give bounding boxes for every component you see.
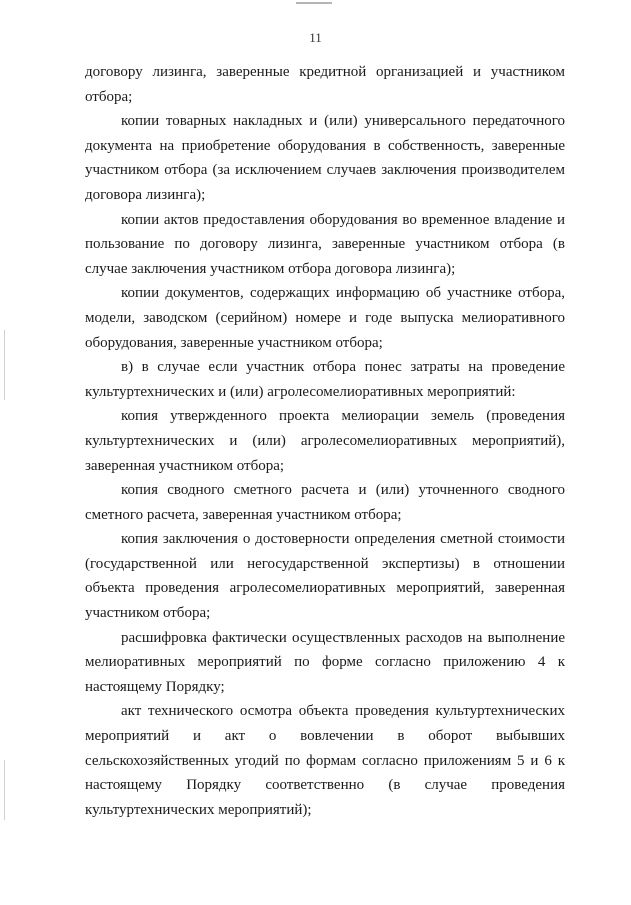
page-number: 11 <box>309 30 322 45</box>
paragraph: расшифровка фактически осуществленных расходов на выполнение мелиоративных мероприятий по форме согласно приложению 4 к настоящему Порядку; <box>85 629 565 695</box>
paragraph: копия сводного сметного расчета и (или) уточненного сводного сметного расчета, заверенная участником отбора; <box>85 482 565 523</box>
paragraph: договору лизинга, заверенные кредитной организацией и участником отбора; <box>85 64 565 105</box>
scan-mark <box>296 2 332 4</box>
document-body <box>85 60 565 822</box>
paragraph: копия заключения о достоверности определения сметной стоимости (государственной или негосударственной экспертизы) в отношении объекта проведения агролесомелиоративных мероприятий, заверенная участником отбора; <box>85 531 565 622</box>
paragraph: копии актов предоставления оборудования во временное владение и пользование по договору лизинга, заверенные участником отбора (в случае заключения участником отбора договора лизинга); <box>85 211 565 277</box>
scan-edge-mark <box>4 760 5 820</box>
paragraph: в) в случае если участник отбора понес затраты на проведение культуртехнических и (или) агролесомелиоративных мероприятий: <box>85 359 565 400</box>
paragraph: копии документов, содержащих информацию об участнике отбора, модели, заводском (серийном) номере и годе выпуска мелиоративного оборудования, заверенные участником отбора; <box>85 285 565 351</box>
scan-edge-mark <box>4 330 5 400</box>
paragraph: акт технического осмотра объекта проведения культуртехнических мероприятий и акт о вовлечении в оборот выбывших сельскохозяйственных угодий по формам согласно приложениям 5 и 6 к настоящему Порядку соответственно (в случае проведения культуртехнических мероприятий); <box>85 703 565 818</box>
paragraph: копии товарных накладных и (или) универсального передаточного документа на приобретение оборудования в собственность, заверенные участником отбора (за исключением случаев заключения производителем договора лизинга); <box>85 113 565 203</box>
paragraph: копия утвержденного проекта мелиорации земель (проведения культуртехнических и (или) агролесомелиоративных мероприятий), заверенная участником отбора; <box>85 408 565 474</box>
